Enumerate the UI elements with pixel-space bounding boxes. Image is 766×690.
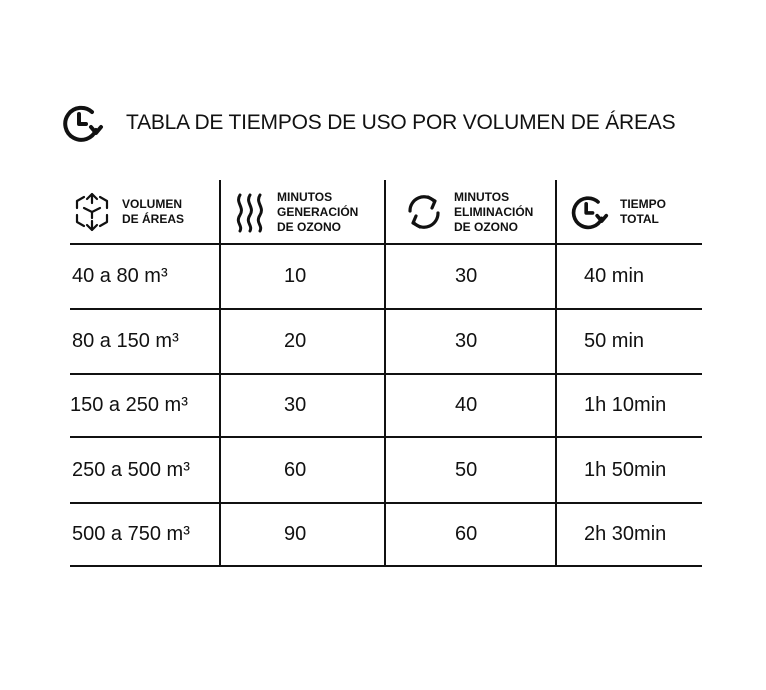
cell-generation: 60	[284, 458, 307, 481]
header-total-label: TIEMPO TOTAL	[620, 197, 667, 226]
title-row	[58, 100, 675, 146]
cell-volume: 80 a 150 m³	[72, 330, 179, 352]
cell-volume: 40 a 80 m³	[72, 264, 168, 287]
header-generation	[233, 180, 358, 244]
cell-total: 1h 10min	[584, 394, 667, 416]
cube-volume-icon	[72, 191, 112, 233]
cell-generation: 20	[284, 330, 307, 352]
cell-elimination: 50	[455, 458, 478, 481]
cell-generation: 30	[284, 394, 307, 416]
cell-total: 40 min	[584, 264, 645, 287]
header-elimination	[404, 180, 533, 244]
cell-generation: 90	[284, 523, 307, 545]
cell-volume: 500 a 750 m³	[72, 523, 190, 545]
clock-arrow-icon	[566, 191, 610, 233]
header-total	[566, 180, 666, 244]
cell-elimination: 30	[455, 330, 478, 352]
cell-elimination: 60	[455, 523, 478, 545]
cell-elimination: 30	[455, 264, 478, 287]
header-volume-label: VOLUMEN DE ÁREAS	[122, 197, 185, 226]
cell-total: 50 min	[584, 330, 645, 352]
cell-total: 2h 30min	[584, 523, 667, 545]
cell-generation: 10	[284, 264, 307, 287]
cell-volume: 150 a 250 m³	[70, 394, 188, 416]
refresh-arrows-icon	[404, 191, 444, 233]
page-title: TABLA DE TIEMPOS DE USO POR VOLUMEN DE ÁREAS	[126, 111, 676, 134]
row-divider	[70, 565, 702, 567]
header-elimination-label: MINUTOS ELIMINACIÓN DE OZONO	[454, 189, 534, 234]
cell-volume: 250 a 500 m³	[72, 458, 190, 481]
cell-elimination: 40	[455, 394, 478, 416]
clock-arrow-icon	[58, 100, 104, 146]
header-generation-label: MINUTOS GENERACIÓN DE OZONO	[277, 189, 359, 234]
cell-total: 1h 50min	[584, 458, 667, 481]
header-volume	[72, 180, 184, 244]
ozone-waves-icon	[233, 191, 267, 233]
